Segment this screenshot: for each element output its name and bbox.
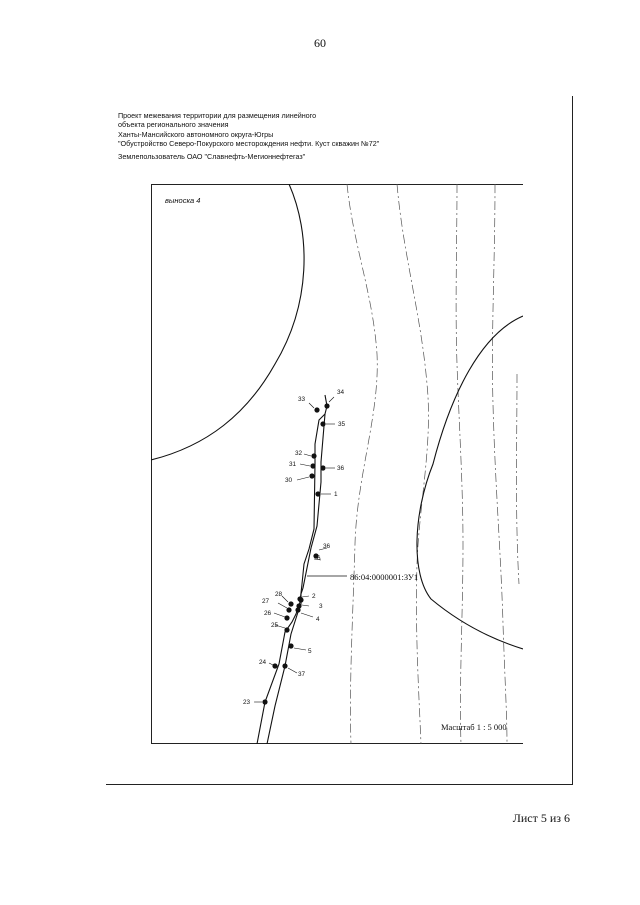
map-drawing <box>151 184 523 744</box>
point-30-label: 31 <box>289 461 297 468</box>
header-line: Ханты-Мансийского автономного округа-Югры <box>118 129 274 139</box>
header-line: объекта регионального значения <box>118 120 229 130</box>
linear-object-outline <box>256 395 327 744</box>
point-27-label: 27 <box>262 598 270 605</box>
point-25-label: 25 <box>271 622 279 629</box>
point-28-label: 28 <box>275 591 283 598</box>
point-labels <box>243 389 346 706</box>
sheet-label: Лист 5 из 6 <box>512 811 570 825</box>
point-6-label: 6 <box>317 555 321 562</box>
point-1-label: 1 <box>334 491 338 498</box>
point-2-label: 2 <box>312 593 316 600</box>
map-title: выноска 4 <box>165 196 201 205</box>
point-32-label: 33 <box>298 396 306 403</box>
point-3-label: 3 <box>319 603 323 610</box>
project-header <box>118 111 548 161</box>
point-24-label: 24 <box>259 659 267 666</box>
point-33-label: 34 <box>337 389 345 396</box>
point-36-label: 36 <box>323 543 331 550</box>
vertex-markers <box>262 403 329 704</box>
point-29-label: 30 <box>285 477 293 484</box>
point-5-label: 5 <box>308 648 312 655</box>
header-line: "Обустройство Северо-Покурского месторождения нефти. Куст скважин №72" <box>118 139 380 149</box>
point-35-label: 36 <box>337 465 345 472</box>
scale-label: Масштаб 1 : 5 000 <box>441 722 507 732</box>
point-4-label: 4 <box>316 616 320 623</box>
land-user: Землепользователь ОАО "Славнефть-Мегионнефтегаз" <box>118 151 306 161</box>
page-number: 60 <box>314 36 326 50</box>
point-23-label: 23 <box>243 699 251 706</box>
header-line: Проект межевания территории для размещения линейного <box>118 111 317 120</box>
map-inset <box>151 184 523 744</box>
point-26-label: 26 <box>264 610 272 617</box>
water-boundary <box>151 184 523 649</box>
point-37-label: 37 <box>298 671 306 678</box>
parcel-label: 86:04:0000001:ЗУ1 <box>350 572 419 582</box>
point-34-label: 35 <box>338 421 346 428</box>
point-31-label: 32 <box>295 450 303 457</box>
